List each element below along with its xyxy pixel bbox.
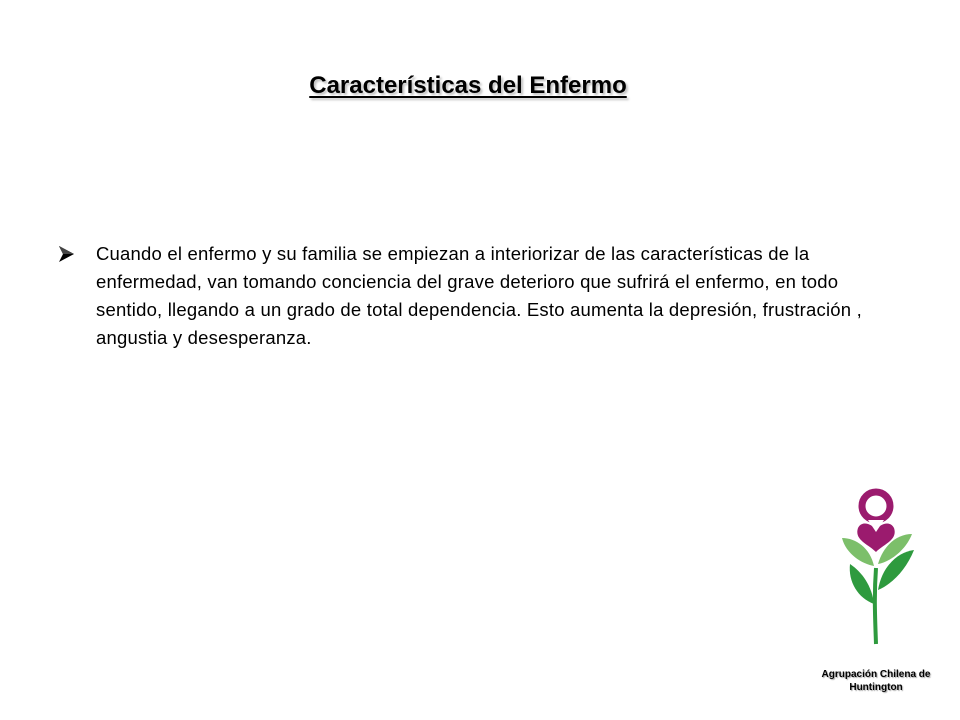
bullet-item (58, 240, 898, 352)
bullet-text: Cuando el enfermo y su familia se empiezan a interiorizar de las características de la enfermedad, van tomando conciencia del grave deterioro que sufrirá el enfermo, en todo sentido, llegando a un grado de total dependencia. Esto aumenta la depresión, frustración , angustia y desesperanza. (96, 243, 862, 348)
slide-title: Características del Enfermo (309, 72, 627, 99)
logo-caption (806, 668, 946, 694)
arrow-bullet-icon (58, 240, 96, 271)
logo-caption-line1: Agrupación Chilena de (821, 669, 931, 680)
flower-person-logo-icon (828, 486, 924, 650)
logo-caption-line2: Huntington (849, 682, 903, 693)
